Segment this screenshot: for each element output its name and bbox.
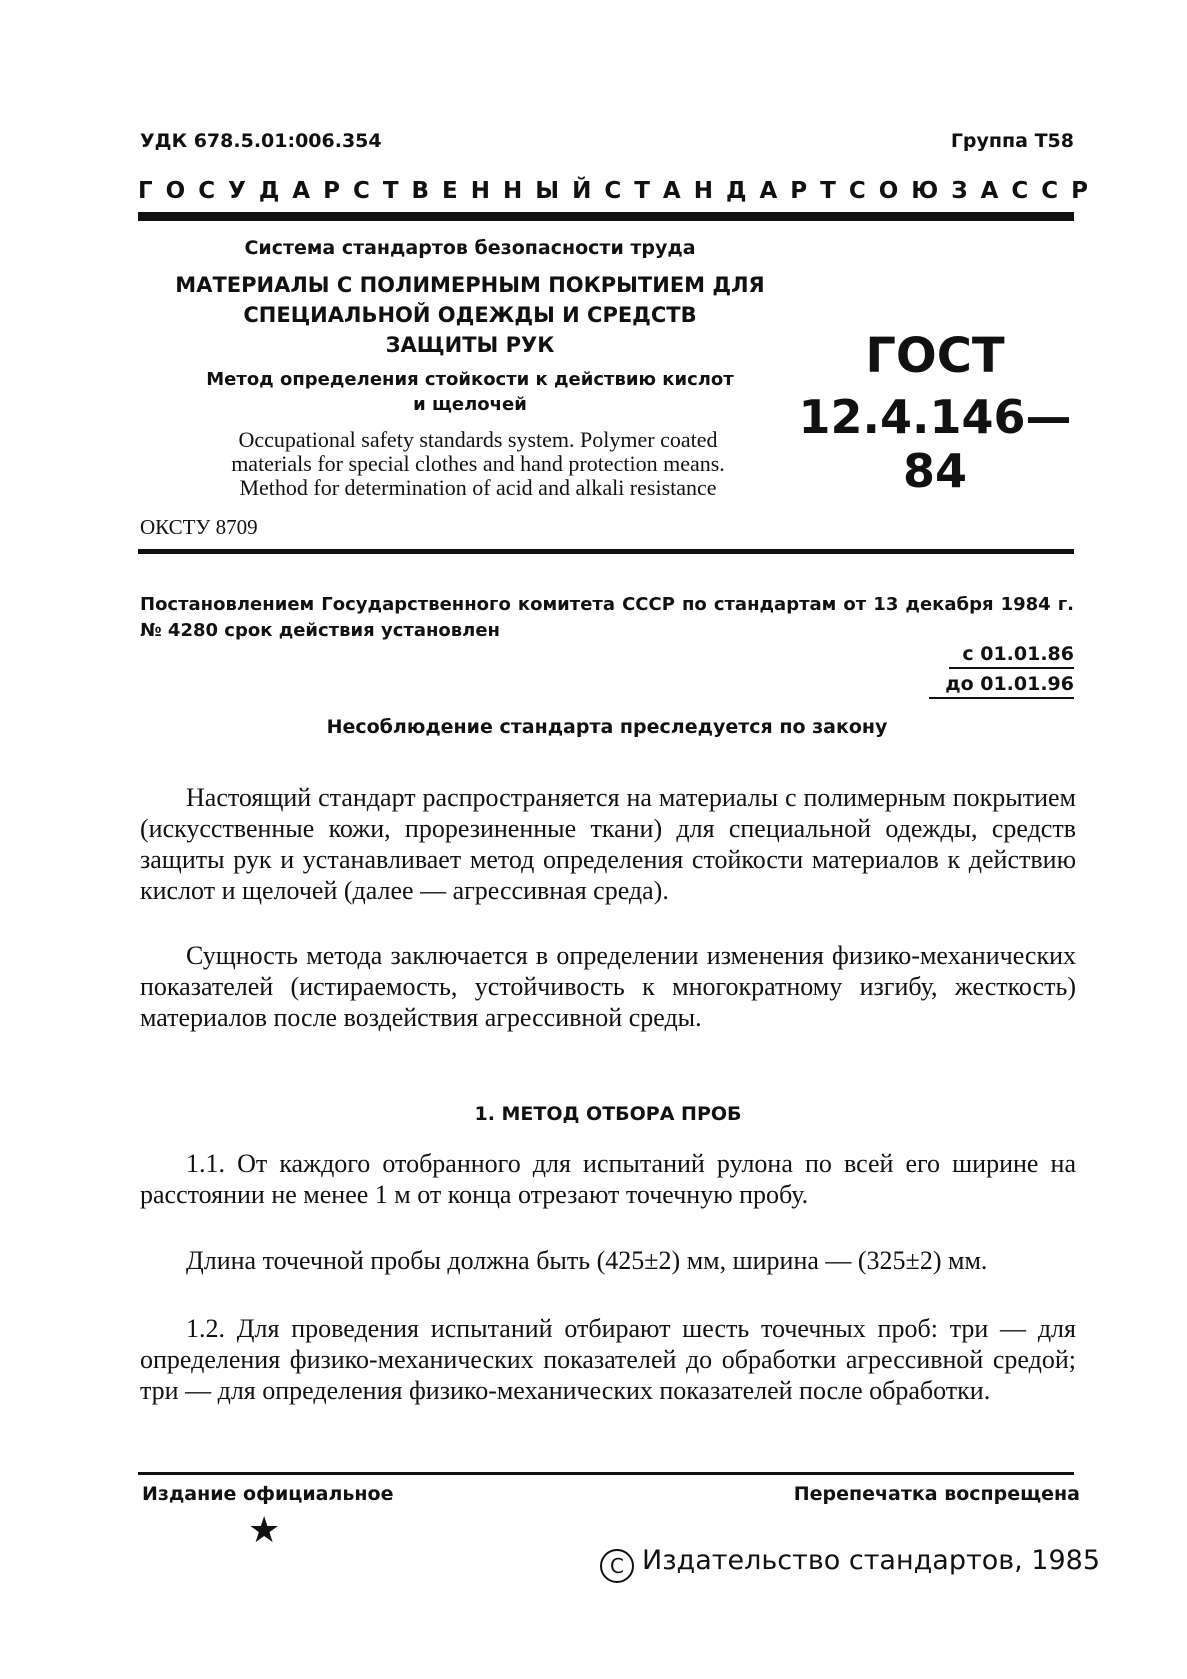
paragraph-scope: Настоящий стандарт распространяется на материалы с полимерным покрытием (искусственные кожи, прорезиненные ткани) для специальной одежды, средств защиты рук и устанавливает метод определения стойкости материалов к действию кислот и щелочей (далее — агрессивная среда). xyxy=(140,783,1076,905)
copyright-line xyxy=(600,1545,1100,1583)
gost-number: 12.4.146—84 xyxy=(798,390,1072,498)
paragraph-sample-size: Длина точечной пробы должна быть (425±2) мм, ширина — (325±2) мм. xyxy=(186,1246,988,1275)
validity-from: с 01.01.86 xyxy=(949,643,1074,669)
star-icon: ★ xyxy=(248,1510,281,1550)
penalty-notice: Несоблюдение стандарта преследуется по закону xyxy=(326,716,888,738)
state-standard-heading xyxy=(138,178,1102,204)
standard-title xyxy=(140,270,800,360)
english-line: Method for determination of acid and alkali resistance xyxy=(239,475,717,500)
validity-to: до 01.01.96 xyxy=(929,673,1074,699)
copyright-text: Издательство стандартов, 1985 xyxy=(642,1545,1101,1576)
paragraph-1-1: 1.1. От каждого отобранного для испытаний рулона по всей его ширине на расстоянии не менее 1 м от конца отрезают точечную пробу. xyxy=(140,1149,1076,1209)
paragraph-essence: Сущность метода заключается в определении изменения физико-механических показателей (истираемость, устойчивость к многократному изгибу, жесткость) материалов после воздействия агрессивной среды. xyxy=(140,941,1076,1032)
section-heading: 1. МЕТОД ОТБОРА ПРОБ xyxy=(474,1103,742,1125)
title-line: ЗАЩИТЫ РУК xyxy=(385,333,555,357)
gov-word-4: ССР xyxy=(1011,178,1102,204)
gov-word-3: СОЮЗА xyxy=(848,178,1012,204)
method-line: и щелочей xyxy=(413,394,527,415)
title-line: СПЕЦИАЛЬНОЙ ОДЕЖДЫ И СРЕДСТВ xyxy=(243,303,697,327)
method-subtitle xyxy=(140,367,800,417)
udk-code: УДК 678.5.01:006.354 xyxy=(140,130,382,152)
system-title: Система стандартов безопасности труда xyxy=(244,237,696,259)
okstu-code: ОКСТУ 8709 xyxy=(140,515,258,539)
gov-word-1: ГОСУДАРСТВЕННЫЙ xyxy=(138,178,605,204)
footer-rule xyxy=(138,1472,1074,1475)
paragraph-1-2: 1.2. Для проведения испытаний отбирают шесть точечных проб: три — для определения физико-механических показателей до обработки агрессивной средой; три — для определения физико-механических показателей после обработки. xyxy=(140,1314,1076,1405)
gov-word-2: СТАНДАРТ xyxy=(604,178,849,204)
reprint-prohibited: Перепечатка воспрещена xyxy=(793,1483,1080,1505)
title-line: МАТЕРИАЛЫ С ПОЛИМЕРНЫМ ПОКРЫТИЕМ ДЛЯ xyxy=(175,273,765,297)
title-block-rule xyxy=(138,549,1074,554)
english-title xyxy=(138,428,818,500)
english-line: materials for special clothes and hand protection means. xyxy=(231,451,725,476)
method-line: Метод определения стойкости к действию кислот xyxy=(206,369,734,390)
decree-text: Постановлением Государственного комитета СССР по стандартам от 13 декабря 1984 г. № 4280 срок действия установлен xyxy=(140,594,1074,641)
official-edition: Издание официальное xyxy=(142,1483,394,1505)
group-code: Группа Т58 xyxy=(950,130,1074,152)
copyright-icon: C xyxy=(600,1549,634,1583)
english-line: Occupational safety standards system. Polymer coated xyxy=(238,427,718,452)
header-rule xyxy=(138,212,1074,221)
gost-label: ГОСТ xyxy=(865,328,1005,384)
